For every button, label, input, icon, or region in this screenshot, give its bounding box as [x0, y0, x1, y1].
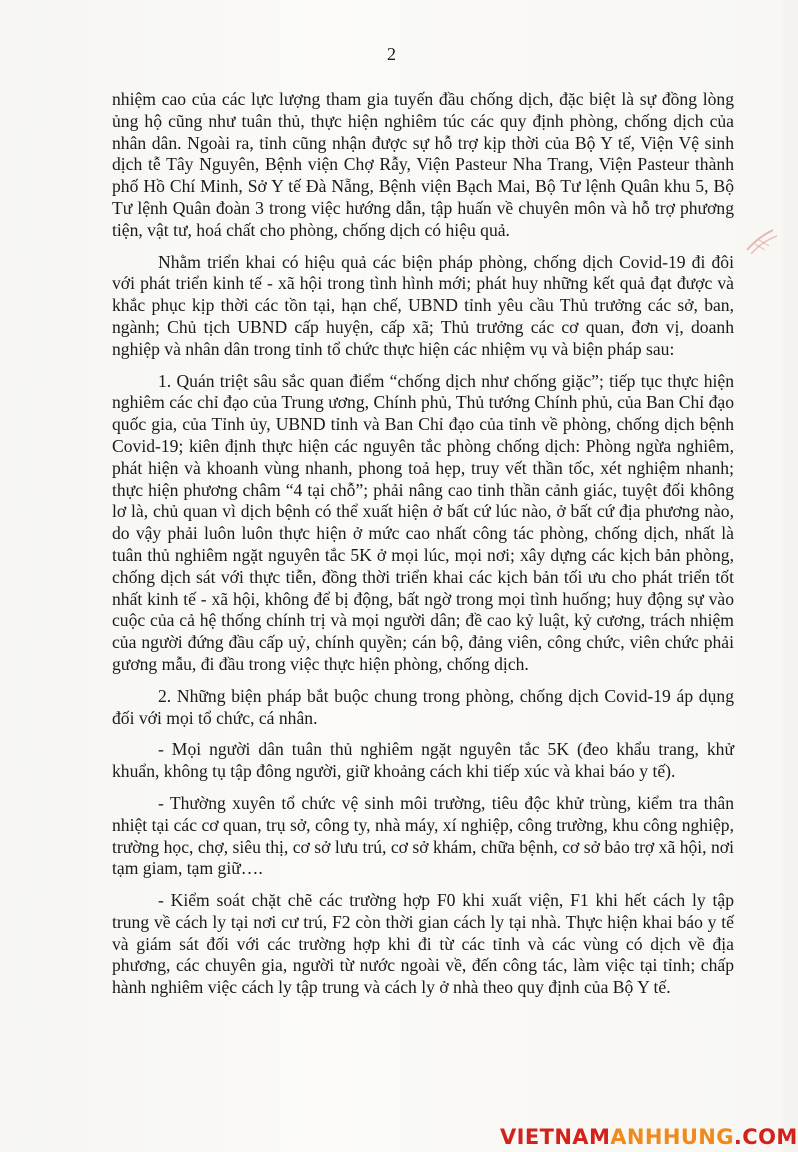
paragraph-item-1: 1. Quán triệt sâu sắc quan điểm “chống dịch như chống giặc”; tiếp tục thực hiện nghiêm các chỉ đạo của Trung ương, Chính phủ, Thủ tướng Chính phủ, của Ban Chỉ đạo quốc gia, của Tỉnh ủy, UBND tỉnh và Ban Chỉ đạo của tỉnh về phòng, chống dịch bệnh Covid-19; kiên định thực hiện các nguyên tắc phòng chống dịch: Phòng ngừa nghiêm, phát hiện và khoanh vùng nhanh, phong toả hẹp, truy vết thần tốc, xét nghiệm nhanh; thực hiện phương châm “4 tại chỗ”; phải nâng cao tinh thần cảnh giác, tuyệt đối không lơ là, chủ quan vì dịch bệnh có thể xuất hiện ở bất cứ lúc nào, ở bất cứ địa phương nào, do vậy phải luôn luôn thực hiện ở mức cao nhất công tác phòng, chống dịch, nhất là tuân thủ nghiêm ngặt nguyên tắc 5K ở mọi lúc, mọi nơi; xây dựng các kịch bản phòng, chống dịch sát với thực tiễn, đồng thời triển khai các kịch bản tối ưu cho phát triển tốt nhất kinh tế - xã hội, không để bị động, bất ngờ trong mọi tình huống; huy động sự vào cuộc của cả hệ thống chính trị và mọi người dân; đề cao kỷ luật, kỷ cương, trách nhiệm của người đứng đầu cấp uỷ, chính quyền; cán bộ, đảng viên, công chức, viên chức phải gương mẫu, đi đầu trong việc thực hiện phòng, chống dịch. [112, 370, 734, 674]
watermark-part-3: .COM [733, 1125, 798, 1149]
watermark-part-1: VIETNAM [500, 1125, 611, 1149]
paragraph-continuation: nhiệm cao của các lực lượng tham gia tuyến đầu chống dịch, đặc biệt là sự đồng lòng ủng hộ cũng như tuân thủ, thực hiện nghiêm túc các quy định phòng, chống dịch của nhân dân. Ngoài ra, tỉnh cũng nhận được sự hỗ trợ kịp thời của Bộ Y tế, Viện Vệ sinh dịch tễ Tây Nguyên, Bệnh viện Chợ Rẫy, Viện Pasteur Nha Trang, Viện Pasteur thành phố Hồ Chí Minh, Sở Y tế Đà Nẵng, Bệnh viện Bạch Mai, Bộ Tư lệnh Quân khu 5, Bộ Tư lệnh Quân đoàn 3 trong việc hướng dẫn, tập huấn về chuyên môn và hỗ trợ phương tiện, vật tư, hoá chất cho phòng, chống dịch có hiệu quả. [112, 89, 734, 240]
paragraph-item-2: 2. Những biện pháp bắt buộc chung trong phòng, chống dịch Covid-19 áp dụng đối với mọi tổ chức, cá nhân. [112, 685, 734, 728]
paragraph-intro: Nhằm triển khai có hiệu quả các biện pháp phòng, chống dịch Covid-19 đi đôi với phát triển kinh tế - xã hội trong tình hình mới; phát huy những kết quả đạt được và khắc phục kịp thời các tồn tại, hạn chế, UBND tỉnh yêu cầu Thủ trưởng các sở, ban, ngành; Chủ tịch UBND cấp huyện, cấp xã; Thủ trưởng các cơ quan, đơn vị, doanh nghiệp và nhân dân trong tỉnh tổ chức thực hiện các nhiệm vụ và biện pháp sau: [112, 251, 734, 359]
paragraph-bullet-sanitation: - Thường xuyên tổ chức vệ sinh môi trường, tiêu độc khử trùng, kiểm tra thân nhiệt tại các cơ quan, trụ sở, công ty, nhà máy, xí nghiệp, công trường, khu công nghiệp, trường học, chợ, siêu thị, cơ sở lưu trú, cơ sở khám, chữa bệnh, cơ sở bảo trợ xã hội, nơi tạm giam, tạm giữ…. [112, 792, 734, 879]
watermark [500, 1122, 798, 1152]
document-body [112, 89, 734, 999]
paragraph-bullet-control: - Kiểm soát chặt chẽ các trường hợp F0 khi xuất viện, F1 khi hết cách ly tập trung về cách ly tại nơi cư trú, F2 còn thời gian cách ly tại nhà. Thực hiện khai báo y tế và giám sát đối với các trường hợp khi đi từ các tỉnh và các vùng có dịch về địa phương, các chuyên gia, người từ nước ngoài về, đến công tác, làm việc tại tỉnh; chấp hành nghiêm việc cách ly tập trung và cách ly ở nhà theo quy định của Bộ Y tế. [112, 890, 734, 998]
watermark-part-2: ANHHUNG [610, 1125, 734, 1149]
stamp-fragment-icon [743, 220, 779, 260]
page-number: 2 [387, 44, 396, 64]
paragraph-bullet-5k: - Mọi người dân tuân thủ nghiêm ngặt nguyên tắc 5K (đeo khẩu trang, khử khuẩn, không tụ tập đông người, giữ khoảng cách khi tiếp xúc và khai báo y tế). [112, 739, 734, 782]
